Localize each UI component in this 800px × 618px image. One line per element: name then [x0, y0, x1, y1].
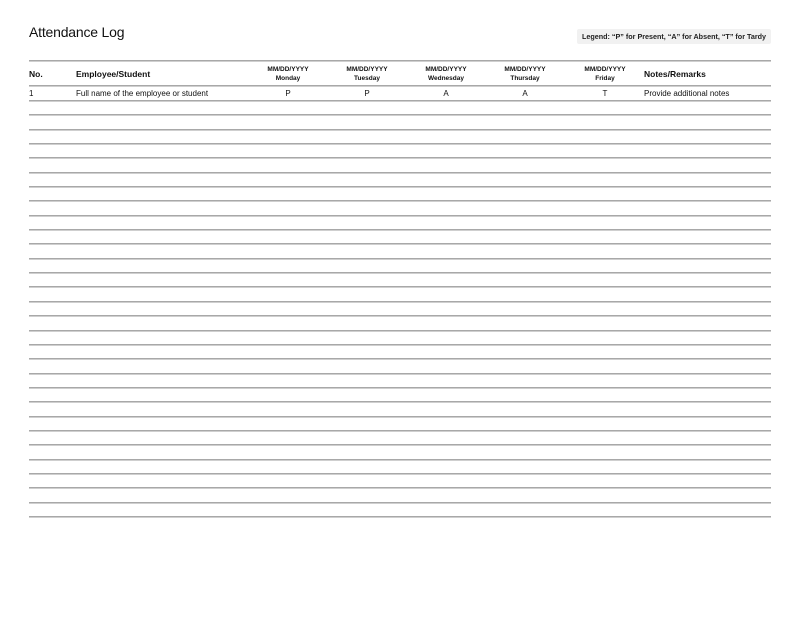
header-date: MM/DD/YYYY	[504, 65, 546, 73]
blank-row[interactable]	[29, 245, 771, 257]
blank-row[interactable]	[29, 418, 771, 430]
blank-row[interactable]	[29, 360, 771, 372]
blank-row[interactable]	[29, 475, 771, 487]
blank-row[interactable]	[29, 461, 771, 473]
blank-row[interactable]	[29, 332, 771, 344]
header-notes: Notes/Remarks	[644, 68, 706, 79]
blank-row[interactable]	[29, 489, 771, 501]
blank-row[interactable]	[29, 303, 771, 315]
row-notes[interactable]: Provide additional notes	[644, 89, 730, 98]
blank-row[interactable]	[29, 116, 771, 128]
blank-row[interactable]	[29, 174, 771, 186]
attendance-table	[29, 60, 771, 518]
header-name: Employee/Student	[76, 68, 151, 79]
header-day: Friday	[595, 74, 615, 82]
blank-row[interactable]	[29, 389, 771, 401]
blank-row[interactable]	[29, 274, 771, 286]
header-day: Tuesday	[354, 74, 380, 82]
blank-row[interactable]	[29, 260, 771, 272]
header-no: No.	[29, 68, 43, 79]
header-date: MM/DD/YYYY	[267, 65, 309, 73]
blank-row[interactable]	[29, 145, 771, 157]
row-name[interactable]: Full name of the employee or student	[76, 89, 209, 98]
blank-row[interactable]	[29, 102, 771, 114]
divider	[29, 516, 771, 518]
blank-row[interactable]	[29, 217, 771, 229]
blank-row[interactable]	[29, 346, 771, 358]
legend-box: Legend: “P” for Present, “A” for Absent, “T” for Tardy	[577, 29, 771, 44]
blank-rows	[29, 102, 771, 518]
header-thursday	[490, 62, 560, 85]
blank-row[interactable]	[29, 131, 771, 143]
blank-row[interactable]	[29, 188, 771, 200]
blank-row[interactable]	[29, 317, 771, 329]
row-mark-friday[interactable]: T	[602, 89, 608, 98]
blank-row[interactable]	[29, 375, 771, 387]
header-day: Monday	[275, 74, 301, 82]
table-row[interactable]	[29, 87, 771, 100]
header-date: MM/DD/YYYY	[425, 65, 467, 73]
header-date: MM/DD/YYYY	[584, 65, 626, 73]
row-no: 1	[29, 89, 34, 98]
row-mark-thursday[interactable]: A	[522, 89, 528, 98]
blank-row[interactable]	[29, 403, 771, 415]
header-tuesday	[332, 62, 402, 85]
row-mark-wednesday[interactable]: A	[443, 89, 449, 98]
blank-row[interactable]	[29, 446, 771, 458]
blank-row[interactable]	[29, 202, 771, 214]
header-date: MM/DD/YYYY	[346, 65, 388, 73]
header-day: Thursday	[510, 74, 540, 82]
row-mark-monday[interactable]: P	[285, 89, 291, 98]
blank-row[interactable]	[29, 432, 771, 444]
row-mark-tuesday[interactable]: P	[364, 89, 370, 98]
page-title: Attendance Log	[29, 24, 125, 40]
header-wednesday	[411, 62, 481, 85]
header-day: Wednesday	[427, 74, 464, 82]
header-friday	[570, 62, 640, 85]
blank-row[interactable]	[29, 231, 771, 243]
header-monday	[253, 62, 323, 85]
blank-row[interactable]	[29, 159, 771, 171]
table-header-row	[29, 62, 771, 85]
blank-row[interactable]	[29, 504, 771, 516]
blank-row[interactable]	[29, 288, 771, 300]
